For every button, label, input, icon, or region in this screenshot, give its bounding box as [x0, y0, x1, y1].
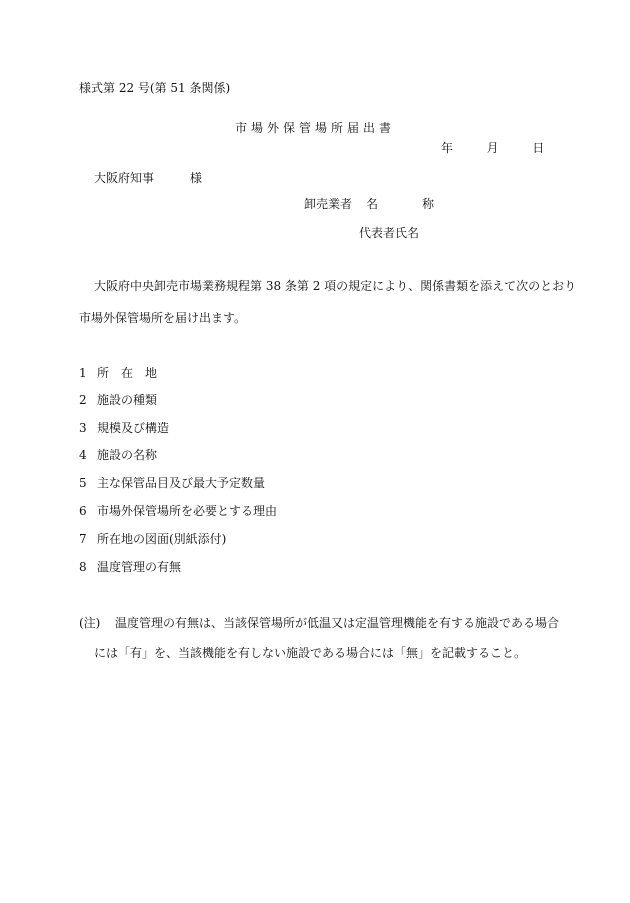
list-item: 8 温度管理の有無 [79, 560, 182, 574]
date-day-label: 日 [532, 141, 545, 155]
date-year-label: 年 [441, 141, 454, 155]
applicant-name-label-2: 称 [422, 197, 435, 211]
applicant-role: 卸売業者 [304, 197, 353, 211]
item-label: 所在地の図面(別紙添付) [97, 532, 227, 546]
note-line-1 [79, 616, 559, 630]
list-item: 3 規模及び構造 [79, 421, 170, 435]
addressee-honorific: 様 [190, 171, 203, 185]
item-label: 主な保管品目及び最大予定数量 [97, 476, 266, 490]
item-label: 所 在 地 [97, 366, 158, 380]
applicant-line [304, 197, 434, 211]
note-line-2: には「有」を、当該機能を有しない施設である場合には「無」を記載すること。 [94, 646, 527, 660]
item-label: 温度管理の有無 [97, 560, 182, 574]
representative-label: 代表者氏名 [359, 226, 420, 240]
date-line [441, 141, 544, 155]
note-text-1: 温度管理の有無は、当該保管場所が低温又は定温管理機能を有する施設である場合 [115, 616, 560, 630]
list-item: 7 所在地の図面(別紙添付) [79, 532, 227, 546]
body-text-line-2: 市場外保管場所を届け出ます。 [79, 311, 247, 325]
date-month-label: 月 [486, 141, 499, 155]
item-label: 施設の名称 [97, 448, 158, 462]
addressee [94, 171, 202, 185]
document-title: 市場外保管場所届出書 [235, 121, 396, 135]
addressee-name: 大阪府知事 [94, 171, 155, 185]
applicant-name-label: 名 [366, 197, 379, 211]
list-item: 5 主な保管品目及び最大予定数量 [79, 476, 266, 490]
list-item: 6 市場外保管場所を必要とする理由 [79, 504, 278, 518]
item-label: 市場外保管場所を必要とする理由 [97, 504, 278, 518]
item-label: 規模及び構造 [97, 421, 170, 435]
form-number: 様式第 22 号(第 51 条関係) [79, 81, 231, 95]
note-label: (注) [79, 616, 101, 630]
body-text-line-1: 大阪府中央卸売市場業務規程第 38 条第 2 項の規定により、関係書類を添えて次のとおり [94, 279, 577, 293]
list-item: 1 所 在 地 [79, 366, 158, 380]
list-item: 4 施設の名称 [79, 448, 158, 462]
item-label: 施設の種類 [97, 393, 158, 407]
list-item: 2 施設の種類 [79, 393, 158, 407]
